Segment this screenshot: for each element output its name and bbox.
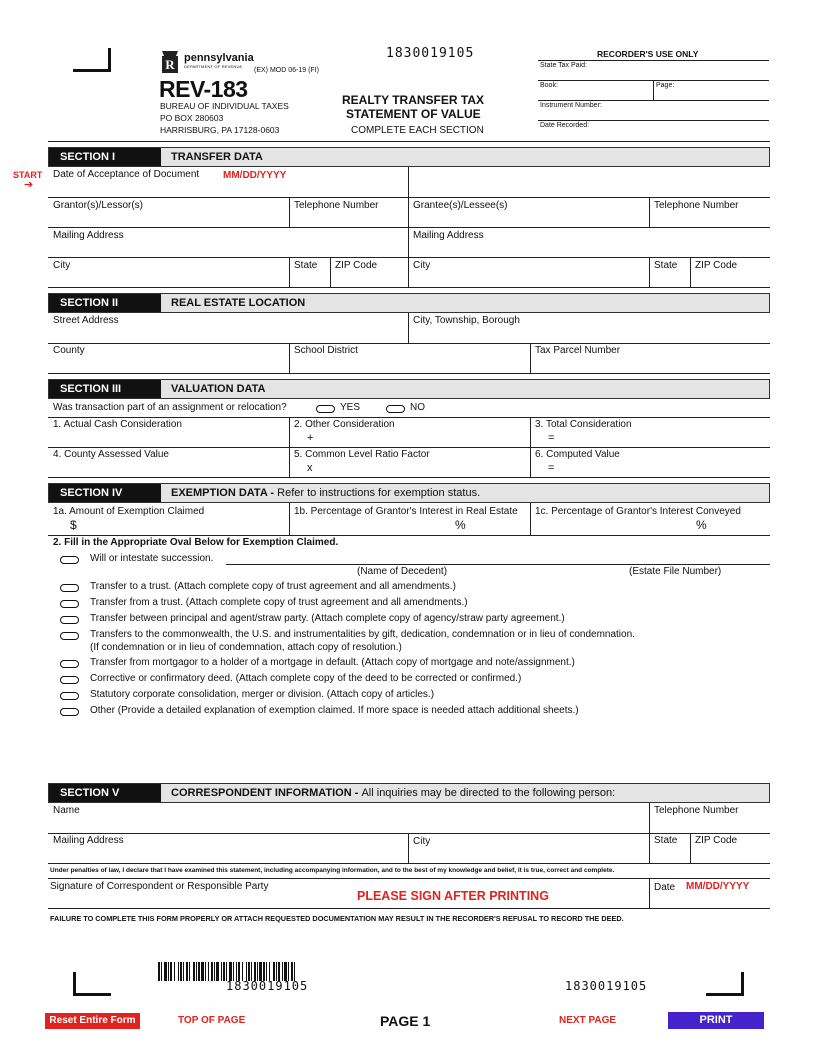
- start-label: START: [13, 170, 43, 180]
- section-5-title: [171, 787, 615, 799]
- correspondent-name-label[interactable]: Name: [53, 805, 80, 816]
- correspondent-city-label[interactable]: City: [413, 836, 431, 847]
- barcode-bar: [164, 962, 167, 981]
- agency-name: pennsylvania: [184, 52, 254, 64]
- interest-conveyed-label[interactable]: 1c. Percentage of Grantor's Interest Conveyed: [535, 506, 741, 517]
- keystone-icon: [160, 50, 180, 74]
- fill-oval-heading: 2. Fill in the Appropriate Oval Below for Exemption Claimed.: [53, 537, 339, 548]
- relocation-question: Was transaction part of an assignment or relocation?: [53, 402, 287, 413]
- exemption-option-oval[interactable]: [60, 616, 79, 624]
- page-label: Page:: [656, 82, 675, 89]
- exemption-option-label: Transfer between principal and agent/straw party. (Attach complete copy of agency/straw party agreement.): [90, 613, 565, 624]
- agency-sub: DEPARTMENT OF REVENUE: [184, 64, 243, 69]
- section-4-title-main: EXEMPTION DATA -: [171, 487, 275, 499]
- date-acceptance-label: Date of Acceptance of Document: [53, 169, 200, 180]
- barcode-bar: [201, 962, 204, 981]
- grantee-city-label[interactable]: City: [413, 260, 431, 271]
- barcode-bar: [158, 962, 160, 981]
- start-arrow-icon: ➔: [24, 179, 34, 191]
- clr-factor-label[interactable]: 5. Common Level Ratio Factor: [294, 449, 430, 460]
- pa-logo: [160, 50, 180, 74]
- barcode-bar: [180, 962, 182, 981]
- other-consideration-label[interactable]: 2. Other Consideration: [294, 419, 395, 430]
- section-2-title: REAL ESTATE LOCATION: [171, 297, 306, 309]
- decedent-name-label: (Name of Decedent): [357, 566, 448, 577]
- page-number: PAGE 1: [380, 1013, 431, 1029]
- grantor-interest-label[interactable]: 1b. Percentage of Grantor's Interest in Real Estate: [294, 506, 518, 517]
- total-consideration-label[interactable]: 3. Total Consideration: [535, 419, 632, 430]
- date-acceptance-input[interactable]: MM/DD/YYYY: [223, 170, 287, 181]
- computed-value-op: =: [548, 462, 555, 474]
- barcode-bar: [178, 962, 179, 981]
- county-assessed-label[interactable]: 4. County Assessed Value: [53, 449, 169, 460]
- next-page-button[interactable]: NEXT PAGE: [559, 1015, 617, 1026]
- other-consideration-op: +: [307, 432, 314, 444]
- barcode-bar: [170, 962, 172, 981]
- barcode-bar: [174, 962, 175, 981]
- grantee-zip-label[interactable]: ZIP Code: [695, 260, 738, 271]
- form-number: REV-183: [159, 76, 248, 102]
- city-township-label[interactable]: City, Township, Borough: [413, 315, 520, 326]
- exemption-option-oval[interactable]: [60, 584, 79, 592]
- section-3-header: [48, 379, 770, 399]
- document-code-bottom: 1830019105: [565, 979, 648, 993]
- barcode-bar: [168, 962, 169, 981]
- barcode-bar: [205, 962, 206, 981]
- correspondent-phone-label[interactable]: Telephone Number: [654, 805, 739, 816]
- corner-mark-bottom-right: [706, 972, 744, 996]
- grantee-phone-label[interactable]: Telephone Number: [654, 200, 739, 211]
- section-4-header: [48, 483, 770, 503]
- corner-mark-top-left: [73, 48, 111, 72]
- correspondent-mailing-label[interactable]: Mailing Address: [53, 835, 124, 846]
- section-5-header: [48, 783, 770, 803]
- grantor-label[interactable]: Grantor(s)/Lessor(s): [53, 200, 144, 211]
- interest-conveyed-sym: %: [696, 518, 707, 532]
- relocation-yes-oval[interactable]: [316, 405, 335, 413]
- exemption-will-oval[interactable]: [60, 556, 79, 564]
- barcode-bar: [223, 962, 225, 981]
- computed-value-label[interactable]: 6. Computed Value: [535, 449, 620, 460]
- grantor-zip-label[interactable]: ZIP Code: [335, 260, 378, 271]
- barcode-bar: [183, 962, 184, 981]
- grantor-city-label[interactable]: City: [53, 260, 71, 271]
- barcode-bar: [196, 962, 197, 981]
- barcode-text: 1830019105: [226, 979, 309, 993]
- exemption-option-oval[interactable]: [60, 676, 79, 684]
- grantor-state-label[interactable]: State: [294, 260, 318, 271]
- county-label[interactable]: County: [53, 345, 85, 356]
- form-subtitle: COMPLETE EACH SECTION: [351, 125, 484, 136]
- signature-date-label: Date: [654, 882, 676, 893]
- barcode-bar: [198, 962, 200, 981]
- form-title-2: STATEMENT OF VALUE: [346, 107, 481, 121]
- signature-label: Signature of Correspondent or Responsible Party: [50, 881, 269, 892]
- clr-factor-op: x: [307, 462, 313, 474]
- relocation-no-oval[interactable]: [386, 405, 405, 413]
- section-2-tag: SECTION II: [49, 294, 161, 312]
- section-4-tag: SECTION IV: [49, 484, 161, 502]
- barcode-bar: [161, 962, 162, 981]
- instrument-label: Instrument Number:: [540, 102, 602, 109]
- barcode-bar: [221, 962, 222, 981]
- section-4-title: [171, 487, 480, 499]
- barcode-bar: [211, 962, 213, 981]
- total-consideration-op: =: [548, 432, 555, 444]
- failure-warning: FAILURE TO COMPLETE THIS FORM PROPERLY OR ATTACH REQUESTED DOCUMENTATION MAY RESULT IN THE RECORDER'S REFUSAL TO RECORD THE DEED.: [50, 914, 624, 923]
- exemption-option-oval[interactable]: [60, 708, 79, 716]
- bureau: BUREAU OF INDIVIDUAL TAXES: [160, 101, 289, 111]
- exemption-option-label: Statutory corporate consolidation, merger or division. (Attach copy of articles.): [90, 689, 435, 700]
- barcode-bar: [193, 962, 195, 981]
- barcode-bar: [214, 962, 215, 981]
- exemption-option-label: Transfer to a trust. (Attach complete copy of trust agreement and all amendments.): [90, 581, 456, 592]
- form-title-1: REALTY TRANSFER TAX: [342, 93, 485, 107]
- grantor-mailing-label[interactable]: Mailing Address: [53, 230, 124, 241]
- reset-form-button[interactable]: Reset Entire Form: [45, 1013, 140, 1029]
- relocation-yes-label: YES: [340, 402, 361, 413]
- actual-cash-label[interactable]: 1. Actual Cash Consideration: [53, 419, 182, 430]
- barcode-bar: [186, 962, 188, 981]
- relocation-no-label: NO: [410, 402, 425, 413]
- exemption-option-label: Transfers to the commonwealth, the U.S. and instrumentalities by gift, dedication, condemnation or in lieu of condemnation.: [90, 629, 635, 640]
- corner-mark-bottom-left: [73, 972, 111, 996]
- date-recorded-label: Date Recorded:: [540, 122, 590, 129]
- grantee-label[interactable]: Grantee(s)/Lessee(s): [413, 200, 508, 211]
- street-address-label[interactable]: Street Address: [53, 315, 119, 326]
- exemption-will-label: Will or intestate succession.: [90, 553, 214, 564]
- print-button[interactable]: PRINT: [668, 1012, 764, 1029]
- section-5-title-main: CORRESPONDENT INFORMATION -: [171, 787, 359, 799]
- school-district-label[interactable]: School District: [294, 345, 358, 356]
- barcode-bar: [216, 962, 219, 981]
- exemption-amount-label[interactable]: 1a. Amount of Exemption Claimed: [53, 506, 205, 517]
- barcode-bar: [189, 962, 190, 981]
- barcode-bar: [208, 962, 209, 981]
- section-5-title-note: All inquiries may be directed to the following person:: [361, 787, 616, 799]
- city-line: HARRISBURG, PA 17128-0603: [160, 125, 280, 135]
- document-code: 1830019105: [386, 46, 475, 61]
- top-of-page-button[interactable]: TOP OF PAGE: [178, 1015, 246, 1026]
- section-1-title: TRANSFER DATA: [171, 151, 263, 163]
- svg-text:R: R: [165, 57, 175, 72]
- exemption-option-label: Transfer from mortgagor to a holder of a mortgage in default. (Attach copy of mortgage and note/assignment.): [90, 657, 575, 668]
- grantee-state-label[interactable]: State: [654, 260, 678, 271]
- penalty-statement: Under penalties of law, I declare that I have examined this statement, including accompanying information, and to the best of my knowledge and belief, it is true, correct and complete.: [50, 867, 615, 874]
- signature-date-input[interactable]: MM/DD/YYYY: [686, 881, 750, 892]
- grantor-phone-label[interactable]: Telephone Number: [294, 200, 379, 211]
- exemption-option-label: Other (Provide a detailed explanation of exemption claimed. If more space is needed attach additional sheets.): [90, 705, 579, 716]
- section-3-title: VALUATION DATA: [171, 383, 266, 395]
- po-box: PO BOX 280603: [160, 113, 224, 123]
- exemption-option-oval[interactable]: [60, 632, 79, 640]
- form-mod: (EX) MOD 06-19 (FI): [254, 67, 319, 74]
- estate-file-label: (Estate File Number): [629, 566, 722, 577]
- exemption-option-oval[interactable]: [60, 660, 79, 668]
- section-1-tag: SECTION I: [49, 148, 161, 166]
- book-label: Book:: [540, 82, 558, 89]
- grantee-mailing-label[interactable]: Mailing Address: [413, 230, 484, 241]
- sign-after-printing-note: PLEASE SIGN AFTER PRINTING: [357, 889, 549, 903]
- exemption-amount-sym: $: [70, 518, 77, 532]
- section-5-tag: SECTION V: [49, 784, 161, 802]
- recorder-heading: RECORDER'S USE ONLY: [597, 49, 699, 59]
- state-tax-paid-label: State Tax Paid:: [540, 62, 587, 69]
- section-1-header: [48, 147, 770, 167]
- correspondent-state-label[interactable]: State: [654, 835, 678, 846]
- correspondent-zip-label[interactable]: ZIP Code: [695, 835, 738, 846]
- tax-parcel-label[interactable]: Tax Parcel Number: [535, 345, 621, 356]
- section-4-title-note: Refer to instructions for exemption status.: [277, 487, 481, 499]
- exemption-option-label: Corrective or confirmatory deed. (Attach complete copy of the deed to be corrected or confirmed.): [90, 673, 522, 684]
- exemption-option-oval[interactable]: [60, 600, 79, 608]
- exemption-option-oval[interactable]: [60, 692, 79, 700]
- section-2-header: [48, 293, 770, 313]
- grantor-interest-sym: %: [455, 518, 466, 532]
- exemption-option-label: Transfer from a trust. (Attach complete copy of trust agreement and all amendments.): [90, 597, 468, 608]
- condemnation-note: (If condemnation or in lieu of condemnation, attach copy of resolution.): [90, 642, 402, 653]
- section-3-tag: SECTION III: [49, 380, 161, 398]
